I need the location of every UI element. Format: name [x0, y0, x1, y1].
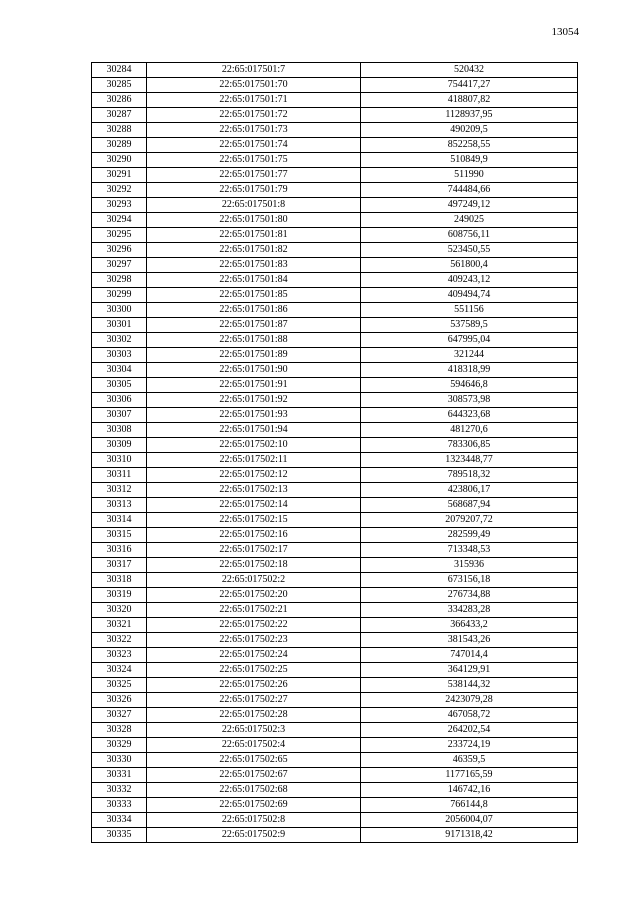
table-row: [92, 408, 578, 423]
table-row: [92, 183, 578, 198]
row-number-cell: 30333: [92, 798, 147, 813]
cadastral-number-cell: 22:65:017502:25: [147, 663, 361, 678]
cadastral-number-cell: 22:65:017502:2: [147, 573, 361, 588]
cadastral-value-cell: 418318,99: [361, 363, 578, 378]
row-number-cell: 30334: [92, 813, 147, 828]
cadastral-number-cell: 22:65:017501:70: [147, 78, 361, 93]
cadastral-number-cell: 22:65:017501:86: [147, 303, 361, 318]
row-number-cell: 30306: [92, 393, 147, 408]
cadastral-number-cell: 22:65:017502:22: [147, 618, 361, 633]
table-row: [92, 813, 578, 828]
table-row: [92, 393, 578, 408]
cadastral-value-cell: 490209,5: [361, 123, 578, 138]
cadastral-number-cell: 22:65:017502:28: [147, 708, 361, 723]
row-number-cell: 30311: [92, 468, 147, 483]
row-number-cell: 30301: [92, 318, 147, 333]
cadastral-number-cell: 22:65:017502:17: [147, 543, 361, 558]
row-number-cell: 30284: [92, 63, 147, 78]
row-number-cell: 30295: [92, 228, 147, 243]
table-row: [92, 828, 578, 843]
cadastral-number-cell: 22:65:017502:3: [147, 723, 361, 738]
cadastral-number-cell: 22:65:017501:7: [147, 63, 361, 78]
cadastral-number-cell: 22:65:017502:8: [147, 813, 361, 828]
table-row: [92, 483, 578, 498]
table-row: [92, 93, 578, 108]
row-number-cell: 30305: [92, 378, 147, 393]
cadastral-number-cell: 22:65:017501:93: [147, 408, 361, 423]
cadastral-value-cell: 783306,85: [361, 438, 578, 453]
table-row: [92, 543, 578, 558]
row-number-cell: 30309: [92, 438, 147, 453]
row-number-cell: 30326: [92, 693, 147, 708]
row-number-cell: 30300: [92, 303, 147, 318]
row-number-cell: 30312: [92, 483, 147, 498]
cadastral-number-cell: 22:65:017502:10: [147, 438, 361, 453]
table-row: [92, 528, 578, 543]
table-row: [92, 318, 578, 333]
table-row: [92, 753, 578, 768]
cadastral-number-cell: 22:65:017501:90: [147, 363, 361, 378]
cadastral-number-cell: 22:65:017501:81: [147, 228, 361, 243]
row-number-cell: 30328: [92, 723, 147, 738]
table-row: [92, 798, 578, 813]
cadastral-value-cell: 608756,11: [361, 228, 578, 243]
cadastral-number-cell: 22:65:017502:67: [147, 768, 361, 783]
table-row: [92, 63, 578, 78]
cadastral-value-cell: 233724,19: [361, 738, 578, 753]
table-row: [92, 438, 578, 453]
cadastral-number-cell: 22:65:017502:23: [147, 633, 361, 648]
cadastral-number-cell: 22:65:017501:85: [147, 288, 361, 303]
cadastral-number-cell: 22:65:017502:68: [147, 783, 361, 798]
cadastral-number-cell: 22:65:017502:18: [147, 558, 361, 573]
row-number-cell: 30325: [92, 678, 147, 693]
cadastral-value-cell: 744484,66: [361, 183, 578, 198]
row-number-cell: 30314: [92, 513, 147, 528]
cadastral-number-cell: 22:65:017502:65: [147, 753, 361, 768]
cadastral-value-cell: 481270,6: [361, 423, 578, 438]
table-body: [92, 63, 578, 843]
table-row: [92, 468, 578, 483]
cadastral-value-cell: 551156: [361, 303, 578, 318]
cadastral-value-cell: 9171318,42: [361, 828, 578, 843]
table-row: [92, 198, 578, 213]
cadastral-value-cell: 2079207,72: [361, 513, 578, 528]
row-number-cell: 30299: [92, 288, 147, 303]
table-row: [92, 678, 578, 693]
cadastral-value-cell: 647995,04: [361, 333, 578, 348]
row-number-cell: 30323: [92, 648, 147, 663]
row-number-cell: 30302: [92, 333, 147, 348]
row-number-cell: 30286: [92, 93, 147, 108]
cadastral-value-cell: 511990: [361, 168, 578, 183]
row-number-cell: 30308: [92, 423, 147, 438]
row-number-cell: 30322: [92, 633, 147, 648]
table-row: [92, 663, 578, 678]
cadastral-value-cell: 364129,91: [361, 663, 578, 678]
row-number-cell: 30331: [92, 768, 147, 783]
row-number-cell: 30292: [92, 183, 147, 198]
table-row: [92, 348, 578, 363]
row-number-cell: 30288: [92, 123, 147, 138]
row-number-cell: 30327: [92, 708, 147, 723]
row-number-cell: 30297: [92, 258, 147, 273]
cadastral-number-cell: 22:65:017501:94: [147, 423, 361, 438]
cadastral-value-cell: 409494,74: [361, 288, 578, 303]
table-row: [92, 453, 578, 468]
row-number-cell: 30318: [92, 573, 147, 588]
table-row: [92, 603, 578, 618]
cadastral-value-cell: 594646,8: [361, 378, 578, 393]
cadastral-value-cell: 2423079,28: [361, 693, 578, 708]
cadastral-value-cell: 789518,32: [361, 468, 578, 483]
cadastral-number-cell: 22:65:017501:88: [147, 333, 361, 348]
table-row: [92, 108, 578, 123]
page-number: 13054: [551, 26, 579, 38]
row-number-cell: 30319: [92, 588, 147, 603]
row-number-cell: 30317: [92, 558, 147, 573]
cadastral-number-cell: 22:65:017501:80: [147, 213, 361, 228]
cadastral-value-table: [91, 62, 578, 843]
table-row: [92, 618, 578, 633]
cadastral-number-cell: 22:65:017501:73: [147, 123, 361, 138]
row-number-cell: 30320: [92, 603, 147, 618]
cadastral-number-cell: 22:65:017502:26: [147, 678, 361, 693]
table-row: [92, 783, 578, 798]
cadastral-number-cell: 22:65:017501:82: [147, 243, 361, 258]
cadastral-number-cell: 22:65:017501:75: [147, 153, 361, 168]
cadastral-value-cell: 673156,18: [361, 573, 578, 588]
cadastral-number-cell: 22:65:017502:20: [147, 588, 361, 603]
row-number-cell: 30296: [92, 243, 147, 258]
row-number-cell: 30291: [92, 168, 147, 183]
cadastral-value-cell: 644323,68: [361, 408, 578, 423]
table-row: [92, 168, 578, 183]
table-row: [92, 333, 578, 348]
cadastral-number-cell: 22:65:017502:12: [147, 468, 361, 483]
cadastral-value-cell: 467058,72: [361, 708, 578, 723]
cadastral-number-cell: 22:65:017501:74: [147, 138, 361, 153]
cadastral-number-cell: 22:65:017502:4: [147, 738, 361, 753]
cadastral-number-cell: 22:65:017502:69: [147, 798, 361, 813]
cadastral-value-cell: 754417,27: [361, 78, 578, 93]
cadastral-value-cell: 46359,5: [361, 753, 578, 768]
cadastral-number-cell: 22:65:017501:77: [147, 168, 361, 183]
cadastral-number-cell: 22:65:017501:83: [147, 258, 361, 273]
cadastral-value-cell: 713348,53: [361, 543, 578, 558]
table-row: [92, 273, 578, 288]
row-number-cell: 30289: [92, 138, 147, 153]
row-number-cell: 30316: [92, 543, 147, 558]
row-number-cell: 30313: [92, 498, 147, 513]
row-number-cell: 30287: [92, 108, 147, 123]
cadastral-number-cell: 22:65:017501:91: [147, 378, 361, 393]
cadastral-value-cell: 1177165,59: [361, 768, 578, 783]
cadastral-number-cell: 22:65:017501:87: [147, 318, 361, 333]
cadastral-value-cell: 497249,12: [361, 198, 578, 213]
table-row: [92, 633, 578, 648]
row-number-cell: 30303: [92, 348, 147, 363]
table-row: [92, 123, 578, 138]
cadastral-value-cell: 409243,12: [361, 273, 578, 288]
table-row: [92, 258, 578, 273]
cadastral-number-cell: 22:65:017502:24: [147, 648, 361, 663]
cadastral-value-cell: 1323448,77: [361, 453, 578, 468]
cadastral-value-cell: 418807,82: [361, 93, 578, 108]
row-number-cell: 30332: [92, 783, 147, 798]
row-number-cell: 30290: [92, 153, 147, 168]
table-row: [92, 693, 578, 708]
table-row: [92, 78, 578, 93]
cadastral-number-cell: 22:65:017502:14: [147, 498, 361, 513]
cadastral-number-cell: 22:65:017502:27: [147, 693, 361, 708]
cadastral-value-cell: 276734,88: [361, 588, 578, 603]
row-number-cell: 30335: [92, 828, 147, 843]
cadastral-value-cell: 538144,32: [361, 678, 578, 693]
table-row: [92, 378, 578, 393]
table-row: [92, 243, 578, 258]
cadastral-value-cell: 510849,9: [361, 153, 578, 168]
cadastral-number-cell: 22:65:017502:11: [147, 453, 361, 468]
cadastral-value-cell: 146742,16: [361, 783, 578, 798]
table-row: [92, 738, 578, 753]
cadastral-value-cell: 2056004,07: [361, 813, 578, 828]
table-row: [92, 573, 578, 588]
cadastral-value-cell: 249025: [361, 213, 578, 228]
cadastral-number-cell: 22:65:017501:8: [147, 198, 361, 213]
cadastral-value-cell: 423806,17: [361, 483, 578, 498]
row-number-cell: 30307: [92, 408, 147, 423]
cadastral-number-cell: 22:65:017502:16: [147, 528, 361, 543]
cadastral-value-cell: 520432: [361, 63, 578, 78]
table-row: [92, 423, 578, 438]
row-number-cell: 30330: [92, 753, 147, 768]
cadastral-number-cell: 22:65:017502:9: [147, 828, 361, 843]
cadastral-value-cell: 523450,55: [361, 243, 578, 258]
table-row: [92, 213, 578, 228]
table-row: [92, 498, 578, 513]
cadastral-number-cell: 22:65:017502:13: [147, 483, 361, 498]
table-row: [92, 513, 578, 528]
cadastral-value-cell: 321244: [361, 348, 578, 363]
table-row: [92, 558, 578, 573]
table-row: [92, 288, 578, 303]
cadastral-number-cell: 22:65:017501:92: [147, 393, 361, 408]
cadastral-value-cell: 381543,26: [361, 633, 578, 648]
cadastral-value-cell: 264202,54: [361, 723, 578, 738]
table-row: [92, 138, 578, 153]
table-row: [92, 303, 578, 318]
row-number-cell: 30315: [92, 528, 147, 543]
row-number-cell: 30298: [92, 273, 147, 288]
cadastral-value-cell: 766144,8: [361, 798, 578, 813]
row-number-cell: 30304: [92, 363, 147, 378]
cadastral-number-cell: 22:65:017501:71: [147, 93, 361, 108]
cadastral-value-cell: 315936: [361, 558, 578, 573]
cadastral-value-cell: 334283,28: [361, 603, 578, 618]
table-row: [92, 648, 578, 663]
table-row: [92, 708, 578, 723]
cadastral-value-cell: 568687,94: [361, 498, 578, 513]
cadastral-value-cell: 282599,49: [361, 528, 578, 543]
table-row: [92, 768, 578, 783]
row-number-cell: 30294: [92, 213, 147, 228]
table-row: [92, 228, 578, 243]
cadastral-value-cell: 308573,98: [361, 393, 578, 408]
row-number-cell: 30329: [92, 738, 147, 753]
table-row: [92, 588, 578, 603]
row-number-cell: 30285: [92, 78, 147, 93]
row-number-cell: 30321: [92, 618, 147, 633]
cadastral-number-cell: 22:65:017502:21: [147, 603, 361, 618]
cadastral-value-cell: 561800,4: [361, 258, 578, 273]
row-number-cell: 30310: [92, 453, 147, 468]
cadastral-value-cell: 852258,55: [361, 138, 578, 153]
cadastral-number-cell: 22:65:017502:15: [147, 513, 361, 528]
table-row: [92, 153, 578, 168]
cadastral-number-cell: 22:65:017501:84: [147, 273, 361, 288]
cadastral-number-cell: 22:65:017501:89: [147, 348, 361, 363]
cadastral-number-cell: 22:65:017501:72: [147, 108, 361, 123]
row-number-cell: 30324: [92, 663, 147, 678]
cadastral-value-cell: 537589,5: [361, 318, 578, 333]
cadastral-number-cell: 22:65:017501:79: [147, 183, 361, 198]
table-row: [92, 363, 578, 378]
row-number-cell: 30293: [92, 198, 147, 213]
table-row: [92, 723, 578, 738]
cadastral-value-cell: 366433,2: [361, 618, 578, 633]
cadastral-value-cell: 1128937,95: [361, 108, 578, 123]
cadastral-value-cell: 747014,4: [361, 648, 578, 663]
